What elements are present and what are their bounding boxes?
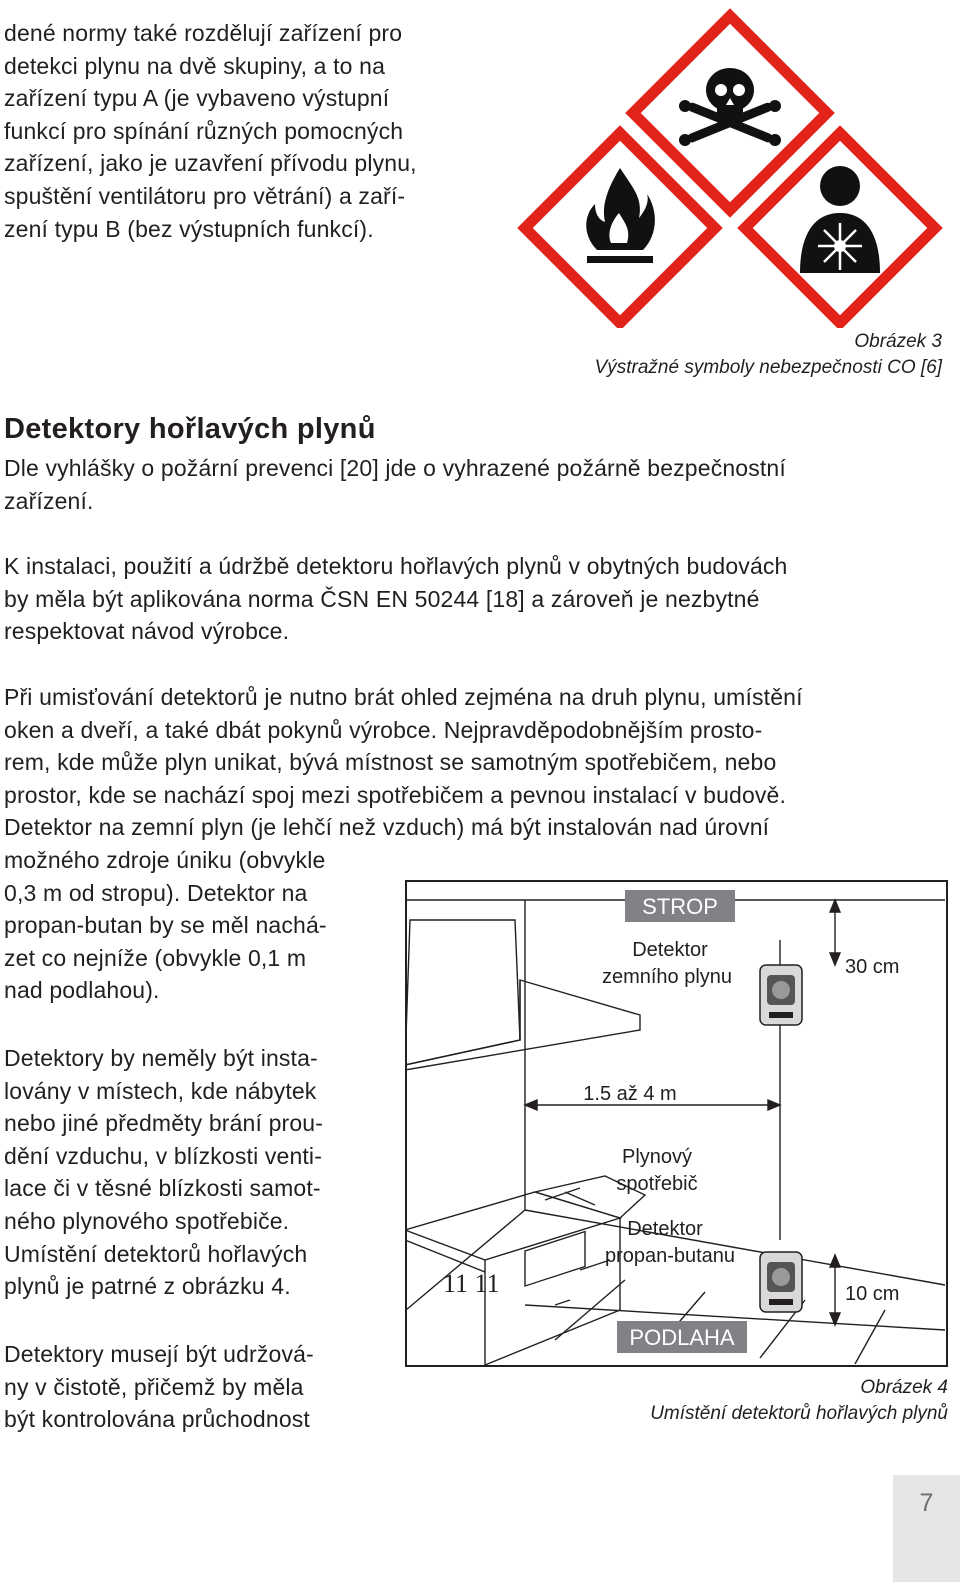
text-line: Detektory by neměly být insta- <box>4 1045 318 1071</box>
text-line: lovány v místech, kde nábytek <box>4 1077 317 1104</box>
paragraph-1 <box>4 452 948 517</box>
paragraph-3 <box>4 681 948 844</box>
propane-label-line2: propan-butanu <box>604 1245 736 1267</box>
text-line: zařízení, jako je uzavření přívodu plynu, <box>4 150 417 177</box>
appliance-label-line1: Plynový <box>621 1146 693 1168</box>
text-line: ny v čistotě, přičemž by měla <box>4 1373 304 1400</box>
text-line: respektovat návod výrobce. <box>4 618 290 645</box>
propane-butane-detector-icon <box>760 1252 802 1312</box>
detector-placement-figure <box>405 880 948 1368</box>
text-line: dění vzduchu, v blízkosti venti- <box>4 1142 323 1169</box>
floor-label-text: PODLAHA <box>629 1325 735 1350</box>
text-line: být kontrolována průchodnost <box>4 1406 310 1433</box>
text-line: K instalaci, použití a údržbě detektoru hořlavých plynů v obytných budovách <box>4 553 788 579</box>
text-line: detekci plynu na dvě skupiny, a to na <box>4 52 386 79</box>
appliance-label-line2: spotřebič <box>616 1173 698 1195</box>
text-line: Při umisťování detektorů je nutno brát ohled zejména na druh plynu, umístění <box>4 684 803 710</box>
text-line: Umístění detektorů hořlavých <box>4 1240 308 1267</box>
hazard-symbols-figure <box>515 8 945 328</box>
text-line: nad podlahou). <box>4 977 160 1004</box>
text-line: rem, kde může plyn unikat, bývá místnost se samotným spotřebičem, nebo <box>4 749 777 776</box>
distance-10cm-label: 10 cm <box>845 1283 900 1305</box>
text-line: zařízení. <box>4 487 94 514</box>
paragraph-2 <box>4 550 948 648</box>
figure4-caption-text: Umístění detektorů hořlavých plynů <box>650 1403 948 1424</box>
svg-text:11 11: 11 11 <box>443 1269 500 1298</box>
text-line: 0,3 m od stropu). Detektor na <box>4 879 308 906</box>
figure4-caption <box>560 1375 948 1427</box>
figure3-caption-text: Výstražné symboly nebezpečnosti CO [6] <box>594 357 942 378</box>
text-line: lace či v těsné blízkosti samot- <box>4 1175 321 1202</box>
text-line: prostor, kde se nachází spoj mezi spotřebičem a pevnou instalací v budově. <box>4 781 787 808</box>
natural-gas-label-line2: zemního plynu <box>601 966 733 988</box>
intro-paragraph <box>4 17 492 245</box>
paragraph-5 <box>4 1338 381 1436</box>
figure3-caption-title: Obrázek 3 <box>854 331 942 352</box>
text-line: dené normy také rozdělují zařízení pro <box>4 20 403 46</box>
text-line: ného plynového spotřebiče. <box>4 1207 290 1234</box>
page-number: 7 <box>919 1489 934 1517</box>
text-line: Dle vyhlášky o požární prevenci [20] jde o vyhrazené požárně bezpečnostní <box>4 455 786 481</box>
paragraph-4 <box>4 1042 381 1303</box>
distance-30cm-label: 30 cm <box>845 956 900 978</box>
page-number-box <box>893 1475 960 1582</box>
floor-label <box>617 1321 747 1353</box>
text-line: zařízení typu A (je vybaveno výstupní <box>4 85 390 112</box>
ceiling-label <box>625 890 735 922</box>
text-line: oken a dveří, a také dbát pokynů výrobce. Nejpravděpodobnějším prosto- <box>4 716 763 743</box>
paragraph-3-continued <box>4 844 381 1007</box>
text-line: nebo jiné předměty brání prou- <box>4 1110 324 1137</box>
text-line: zet co nejníže (obvykle 0,1 m <box>4 944 307 971</box>
text-line: Detektor na zemní plyn (je lehčí než vzduch) má být instalován nad úrovní <box>4 814 770 841</box>
text-line: zení typu B (bez výstupních funkcí). <box>4 215 374 242</box>
text-line: Detektory musejí být udržová- <box>4 1341 314 1367</box>
distance-range-label: 1.5 až 4 m <box>583 1083 677 1105</box>
text-line: by měla být aplikována norma ČSN EN 50244 [18] a zároveň je nezbytné <box>4 585 760 612</box>
text-line: spuštění ventilátoru pro větrání) a zaří- <box>4 182 406 209</box>
text-line: propan-butan by se měl nachá- <box>4 912 327 939</box>
propane-label-line1: Detektor <box>627 1218 703 1240</box>
natural-gas-label-line1: Detektor <box>632 939 708 961</box>
natural-gas-detector-icon <box>760 965 802 1025</box>
text-line: možného zdroje úniku (obvykle <box>4 847 326 873</box>
ceiling-label-text: STROP <box>642 894 718 919</box>
section-heading: Detektory hořlavých plynů <box>4 413 376 445</box>
figure3-caption <box>500 329 942 381</box>
figure4-caption-title: Obrázek 4 <box>860 1377 948 1398</box>
text-line: funkcí pro spínání různých pomocných <box>4 117 404 144</box>
text-line: plynů je patrné z obrázku 4. <box>4 1273 291 1300</box>
